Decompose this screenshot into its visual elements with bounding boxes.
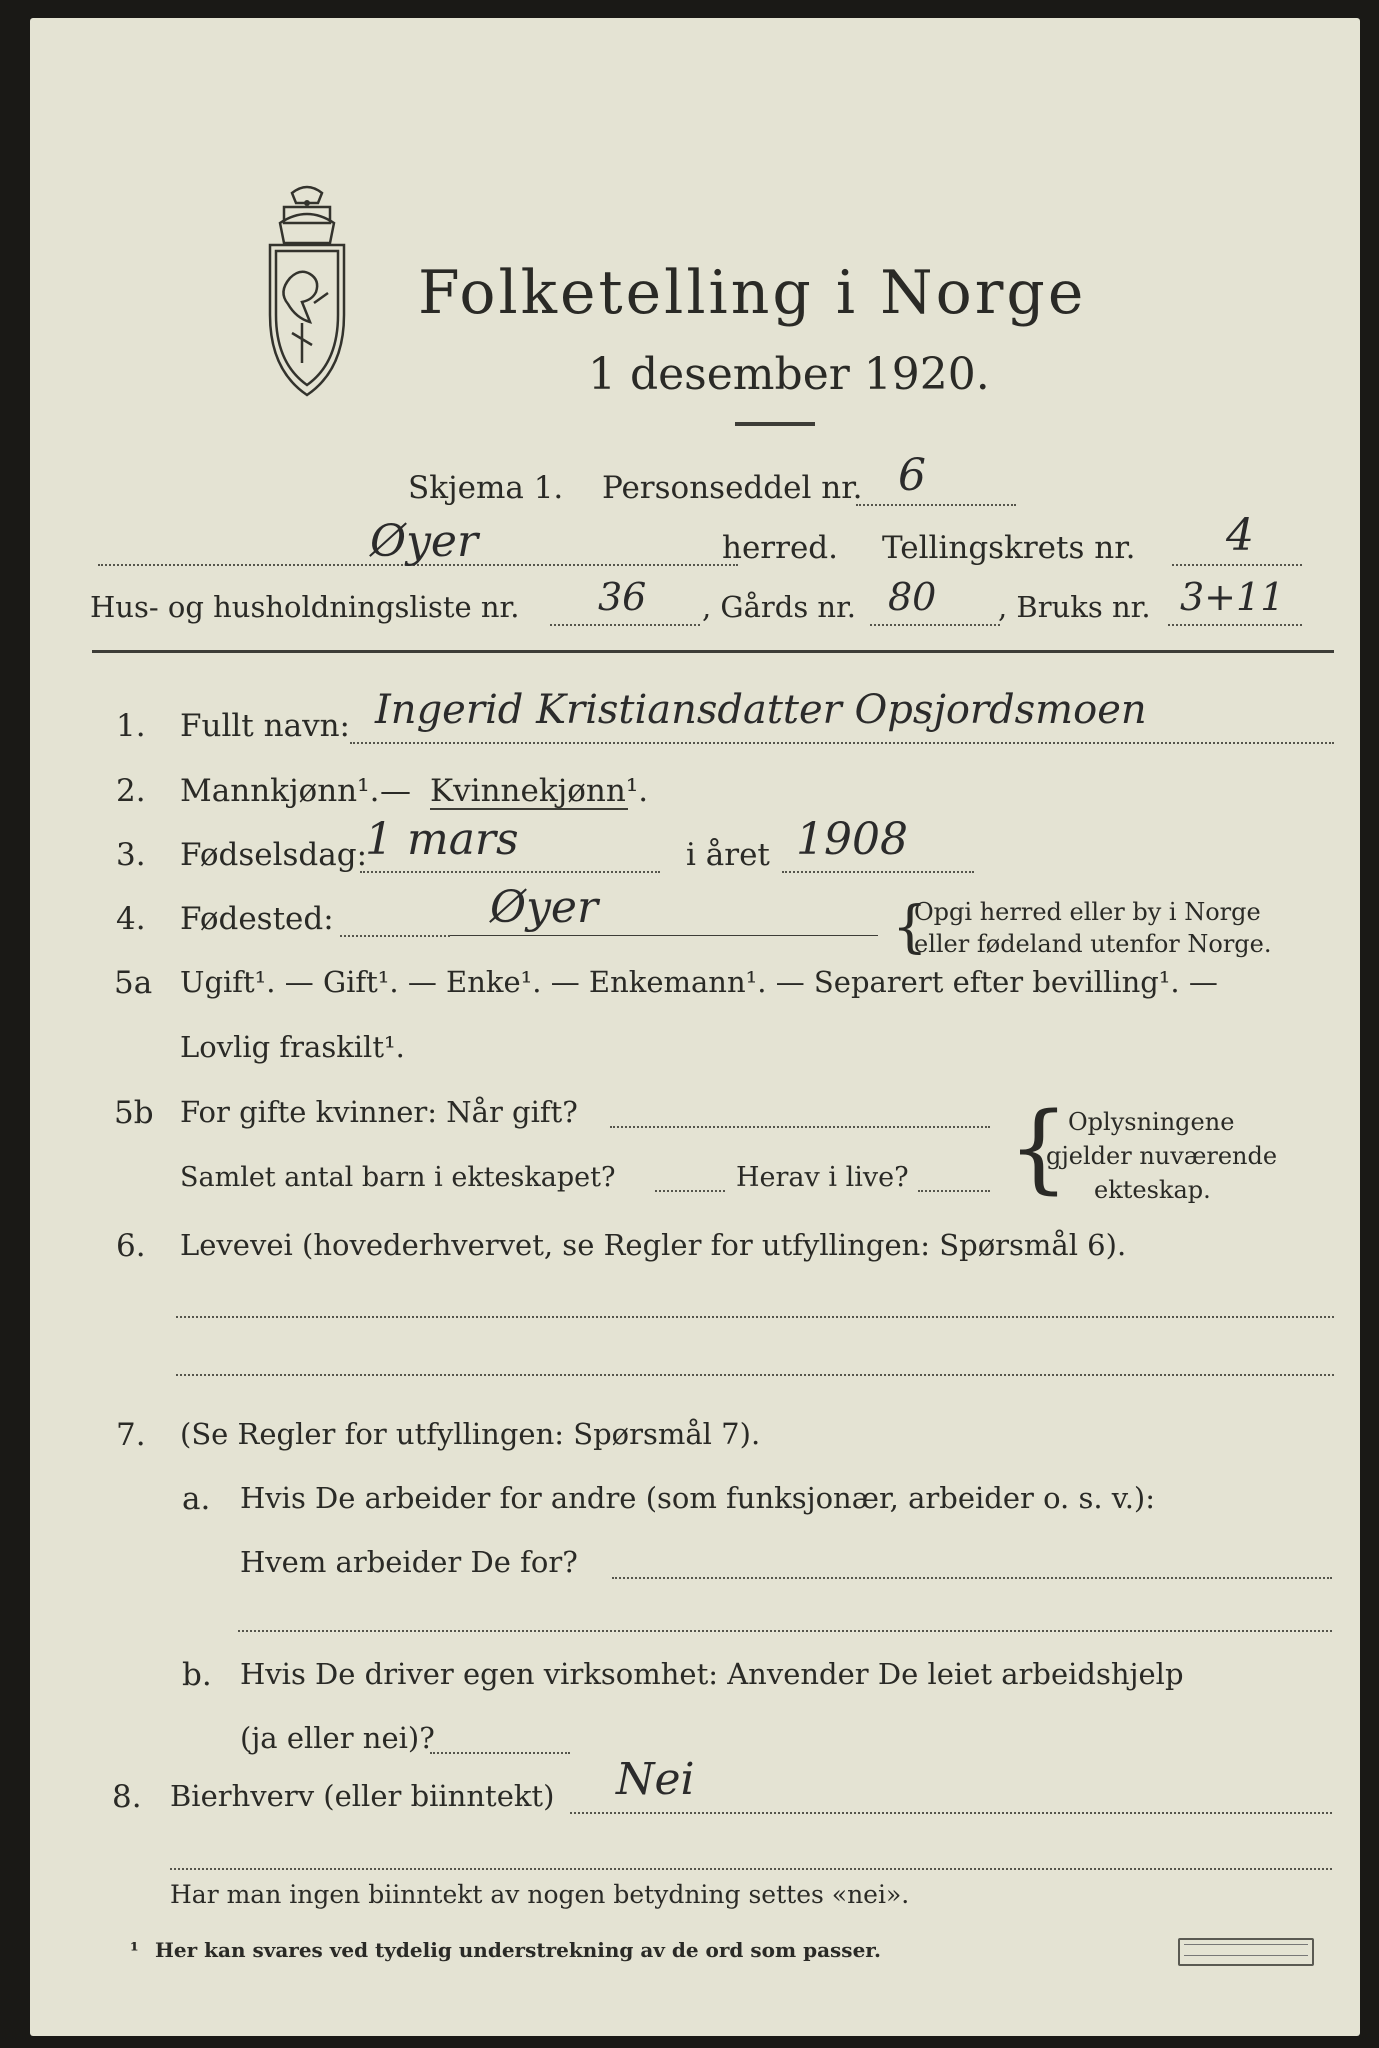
personseddel-value[interactable]: 6 [898, 450, 926, 501]
q8-value[interactable]: Nei [616, 1754, 695, 1805]
gards-value[interactable]: 80 [888, 575, 937, 619]
footnote-text: Her kan svares ved tydelig understrekning av de ord som passer. [155, 1938, 881, 1962]
q7a-line-2 [238, 1630, 1332, 1632]
q5b-text-2: Samlet antal barn i ekteskapet? [180, 1162, 616, 1193]
tellingskrets-line [1172, 564, 1302, 566]
q5a-text-2[interactable]: Lovlig fraskilt¹. [180, 1030, 405, 1064]
q7a-text: Hvis De arbeider for andre (som funksjonær, arbeider o. s. v.): [240, 1481, 1156, 1515]
q7b-line [430, 1752, 570, 1754]
personseddel-label: Personseddel nr. [602, 470, 863, 506]
q4-note-line2: eller fødeland utenfor Norge. [914, 930, 1272, 958]
q5b-text: For gifte kvinner: Når gift? [180, 1095, 578, 1129]
q3-number: 3. [116, 837, 146, 873]
q4-line-b [450, 935, 878, 936]
q3-year-value[interactable]: 1908 [796, 814, 908, 865]
q8-line-1 [570, 1812, 1332, 1814]
q5b-text-3: Herav i live? [736, 1162, 909, 1193]
q5b-number: 5b [114, 1095, 154, 1131]
q8-label: Bierhverv (eller biinntekt) [170, 1779, 555, 1813]
q5b-alive-line [918, 1190, 990, 1192]
q6-number: 6. [116, 1228, 146, 1264]
q5a-number: 5a [114, 965, 153, 1001]
q4-value[interactable]: Øyer [490, 882, 599, 933]
q4-note-line1: Opgi herred eller by i Norge [914, 898, 1261, 926]
q4-number: 4. [116, 901, 146, 937]
q1-line [350, 742, 1334, 744]
q2-female-underline [430, 808, 628, 810]
q2-number: 2. [116, 773, 146, 809]
q5b-children-line [655, 1190, 725, 1192]
q6-line-2 [176, 1374, 1334, 1376]
form-title: Folketelling i Norge [418, 258, 1087, 328]
q4-note-brace: { [892, 895, 928, 960]
q8-line-2 [170, 1868, 1332, 1870]
q4-line-a [340, 935, 450, 937]
form-date: 1 desember 1920. [588, 349, 990, 400]
q1-value[interactable]: Ingerid Kristiansdatter Opsjordsmoen [375, 687, 1147, 733]
printer-stamp-icon [1178, 1938, 1314, 1966]
schema-label: Skjema 1. [408, 470, 564, 506]
herred-value[interactable]: Øyer [370, 516, 479, 567]
q7a-letter: a. [182, 1481, 211, 1517]
q7-text: (Se Regler for utfyllingen: Spørsmål 7). [180, 1417, 761, 1451]
q1-number: 1. [116, 708, 146, 744]
q3-year-line [782, 871, 974, 873]
personseddel-line [856, 504, 1016, 506]
q7b-text: Hvis De driver egen virksomhet: Anvender De leiet arbeidshjelp [240, 1657, 1184, 1691]
q1-label: Fullt navn: [180, 708, 350, 744]
q6-line-1 [176, 1316, 1334, 1318]
title-divider [735, 422, 815, 426]
footnote-mark: ¹ [130, 1938, 139, 1962]
q8-note: Har man ingen biinntekt av nogen betydning settes «nei». [170, 1880, 910, 1909]
q7b-letter: b. [182, 1657, 212, 1693]
hus-label: Hus- og husholdningsliste nr. [90, 590, 520, 624]
tellingskrets-value[interactable]: 4 [1226, 510, 1254, 561]
tellingskrets-label: Tellingskrets nr. [882, 530, 1136, 566]
gards-label: , Gårds nr. [702, 590, 856, 624]
q7a-line-1 [612, 1577, 1332, 1579]
q3-year-label: i året [686, 837, 770, 873]
q4-label: Fødested: [180, 901, 334, 937]
q8-number: 8. [112, 1779, 142, 1815]
q5b-note-line3: ekteskap. [1094, 1176, 1211, 1204]
q5b-note-brace: { [1008, 1092, 1070, 1204]
q5a-text[interactable]: Ugift¹. — Gift¹. — Enke¹. — Enkemann¹. — Separert efter bevilling¹. — [180, 965, 1218, 999]
q3-value[interactable]: 1 mars [365, 814, 519, 865]
q7-number: 7. [116, 1417, 146, 1453]
hus-line [550, 624, 700, 626]
q2-female-underlined[interactable]: Kvinnekjønn¹. [430, 773, 649, 809]
norwegian-coat-of-arms-icon [252, 183, 362, 403]
hus-value[interactable]: 36 [598, 575, 647, 619]
gards-line [870, 624, 1000, 626]
header-divider [92, 650, 1334, 653]
herred-label: herred. [722, 530, 838, 566]
q2-male: Mannkjønn¹. [180, 773, 380, 809]
q5b-note-line2: gjelder nuværende [1046, 1142, 1278, 1170]
bruks-line [1168, 624, 1302, 626]
q6-text: Levevei (hovederhvervet, se Regler for utfyllingen: Spørsmål 6). [180, 1228, 1127, 1262]
q3-line [360, 871, 660, 873]
q2-separator: — [380, 773, 411, 809]
q7b-text-2: (ja eller nei)? [240, 1721, 435, 1755]
bruks-label: , Bruks nr. [998, 590, 1151, 624]
q7a-text-2: Hvem arbeider De for? [240, 1545, 578, 1579]
census-form-sheet [30, 18, 1360, 2036]
bruks-value[interactable]: 3+11 [1180, 575, 1285, 619]
q5b-note-line1: Oplysningene [1068, 1108, 1235, 1136]
q5b-married-line [610, 1126, 990, 1128]
q3-label: Fødselsdag: [180, 837, 368, 873]
